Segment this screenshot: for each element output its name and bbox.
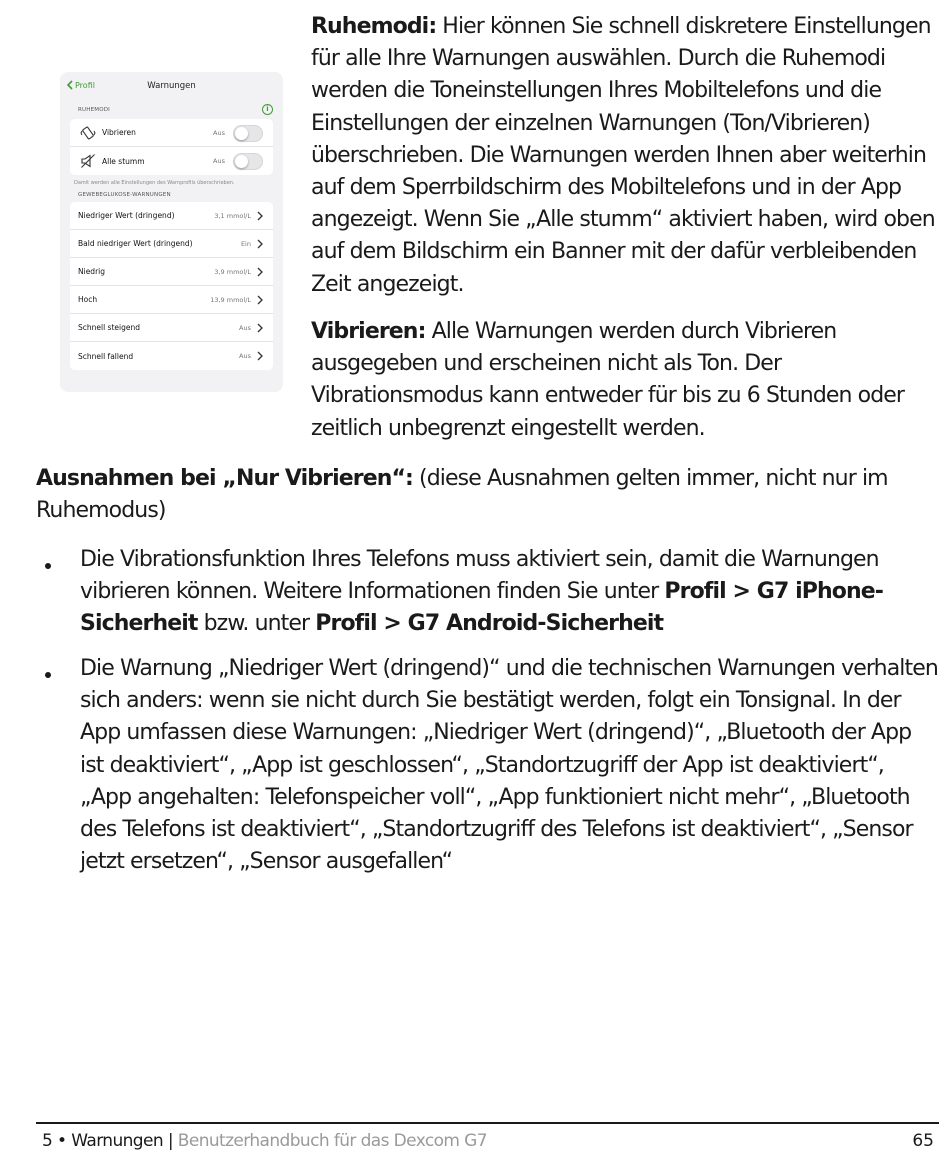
alert-value: Aus [239,352,251,360]
alert-value: Ein [240,239,251,248]
quiet-row-label: Alle stumm [102,156,145,166]
footer-divider [36,1122,939,1124]
quiet-row-value: Aus [213,157,225,165]
quiet-row-label: Vibrieren [102,128,136,137]
bullet1-text-2: bzw. unter [197,611,316,637]
paragraph-exceptions [36,463,936,527]
chevron-right-icon [257,351,263,361]
app-screenshot [60,72,283,392]
info-icon[interactable]: i [262,104,273,115]
section-label-quiet: RUHEMODI [78,107,110,113]
mute-icon [80,153,96,169]
bullet1-link-iphone: Profil > G7 iPhone-Sicherheit [80,579,883,637]
chevron-right-icon [257,239,263,249]
quiet-row-mute[interactable] [70,147,273,175]
section-label-glucose: GEWEBEGLUKOSE-WARNUNGEN [78,192,171,198]
bullet-item-1 [80,544,940,641]
term-ruhemodi: Ruhemodi: [311,14,437,39]
alert-row[interactable] [70,286,273,314]
text-exceptions: (diese Ausnahmen gelten immer, nicht nur im Ruhemodus) [36,466,888,524]
quiet-note: Damit werden alle Einstellungen des Warnprofils überschrieben. [74,180,235,186]
term-vibrieren: Vibrieren: [311,319,426,344]
footer-chapter [42,1131,487,1151]
back-label: Profil [75,80,95,90]
paragraph-ruhemodi [311,11,941,301]
alert-row[interactable] [70,342,273,370]
alert-row[interactable] [70,314,273,342]
screen-title: Warnungen [147,81,196,91]
quiet-modes-card [70,119,273,175]
nav-bar [60,78,283,96]
text-ruhemodi: Hier können Sie schnell diskretere Einstellungen für alle Ihre Warnungen auswählen. Durch die Ruhemodi werden die Toneinstellungen Ihres Mobiltelefons und die Einstellungen der einzelnen Warnungen (Ton/Vibrieren) überschrieben. Die Warnungen werden Ihnen aber weiterhin auf dem Sperrbildschirm des Mobiltelefons und in der App angezeigt. Wenn Sie „Alle stumm“ aktiviert haben, wird oben auf dem Bildschirm ein Banner mit der dafür verbleibenden Zeit angezeigt. [311,14,935,297]
alert-label: Hoch [78,295,98,304]
chevron-right-icon [257,211,263,221]
bullet1-text: Die Vibrationsfunktion Ihres Telefons muss aktiviert sein, damit die Warnungen vibrieren können. Weitere Informationen finden Sie unter [80,547,879,605]
vibrate-toggle[interactable] [233,125,263,142]
chevron-right-icon [257,323,263,333]
page-number: 65 [912,1131,934,1151]
alert-value: Aus [239,323,251,332]
quiet-row-value: Aus [213,128,225,137]
mute-toggle[interactable] [233,153,263,170]
alert-label: Niedrig [78,267,105,276]
alert-value: 13,9 mmol/L [210,295,251,304]
bullet1-link-android: Profil > G7 Android-Sicherheit [315,611,664,637]
vibrate-icon [80,125,96,141]
glucose-alerts-card [70,202,273,370]
bullet-item-2 [80,653,940,878]
paragraph-vibrieren [311,316,941,445]
bullet2-text: Die Warnung „Niedriger Wert (dringend)“ und die technischen Warnungen verhalten sich anders: wenn sie nicht durch Sie bestätigt werden, folgt ein Tonsignal. In der App umfassen diese Warnungen: „Niedriger Wert (dringend)“, „Bluetooth der App ist deaktiviert“, „App ist geschlossen“, „Standortzugriff der App ist deaktiviert“, „App angehalten: Telefonspeicher voll“, „App funktioniert nicht mehr“, „Bluetooth des Telefons ist deaktiviert“, „Standortzugriff des Telefons ist deaktiviert“, „Sensor jetzt ersetzen“, „Sensor ausgefallen“ [80,656,938,875]
quiet-row-vibrate[interactable] [70,119,273,147]
footer-subtitle: Benutzerhandbuch für das Dexcom G7 [172,1131,487,1151]
bullet-dot [44,563,54,573]
alert-label: Niedriger Wert (dringend) [78,211,175,220]
alert-label: Schnell fallend [78,351,134,361]
bullet-dot [44,672,54,682]
footer-chapter-title: 5 • Warnungen | [42,1131,173,1151]
alert-row[interactable] [70,230,273,258]
chevron-right-icon [257,295,263,305]
alert-label: Bald niedriger Wert (dringend) [78,239,193,248]
alert-row[interactable] [70,258,273,286]
text-vibrieren: Alle Warnungen werden durch Vibrieren ausgegeben und erscheinen nicht als Ton. Der Vibrationsmodus kann entweder für bis zu 6 Stunden oder zeitlich unbegrenzt eingestellt werden. [311,319,905,441]
alert-value: 3,1 mmol/L [214,211,251,220]
chevron-right-icon [257,267,263,277]
alert-label: Schnell steigend [78,323,140,332]
term-exceptions: Ausnahmen bei „Nur Vibrieren“: [36,466,413,491]
alert-row[interactable] [70,202,273,230]
alert-value: 3,9 mmol/L [214,267,251,276]
